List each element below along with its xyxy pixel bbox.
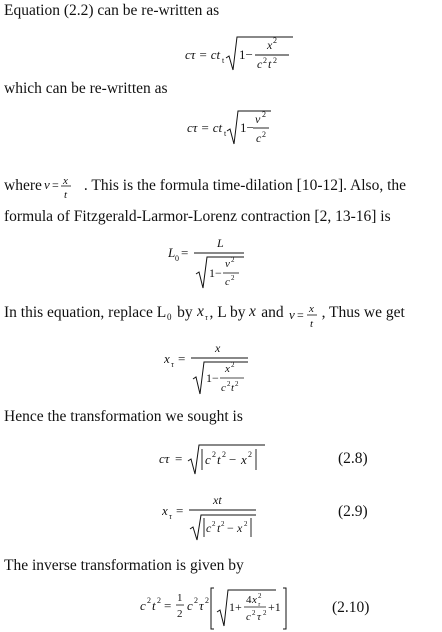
svg-text:=: = bbox=[296, 308, 304, 322]
svg-text:1: 1 bbox=[177, 592, 183, 604]
equation-number-2-10: (2.10) bbox=[332, 599, 370, 616]
paragraph-6: Hence the transformation we sought is bbox=[4, 408, 243, 425]
equation-ctau-x bbox=[185, 34, 295, 74]
svg-text:x: x bbox=[196, 303, 204, 320]
svg-text:−: − bbox=[227, 521, 234, 535]
svg-text:2: 2 bbox=[231, 256, 235, 264]
equation-ctau-v bbox=[187, 108, 272, 148]
paragraph-4: formula of Fitzgerald-Larmor-Lorenz contraction [2, 13-16] is bbox=[4, 208, 391, 225]
inline-x-tau bbox=[197, 303, 210, 321]
svg-text:2: 2 bbox=[231, 274, 235, 282]
svg-text:c: c bbox=[221, 382, 226, 394]
svg-text:2: 2 bbox=[263, 609, 267, 617]
svg-text:=: = bbox=[164, 598, 172, 613]
svg-text:x: x bbox=[164, 351, 170, 366]
svg-text:v: v bbox=[255, 112, 261, 126]
svg-text:τ: τ bbox=[258, 602, 261, 608]
svg-text:x: x bbox=[267, 38, 273, 52]
svg-text:x: x bbox=[215, 341, 221, 355]
svg-text:t: t bbox=[152, 598, 156, 613]
svg-text:x: x bbox=[249, 303, 257, 320]
paragraph-2: which can be re-written as bbox=[4, 80, 168, 97]
svg-text:x: x bbox=[225, 363, 230, 375]
svg-text:x: x bbox=[308, 303, 314, 315]
svg-text:1+: 1+ bbox=[229, 600, 242, 614]
svg-text:cτ = ct: cτ = ct bbox=[185, 47, 221, 62]
svg-text:v: v bbox=[43, 177, 50, 192]
equation-2-8 bbox=[159, 442, 269, 476]
svg-text:2: 2 bbox=[248, 450, 252, 459]
svg-text:x: x bbox=[252, 594, 257, 606]
svg-text:0: 0 bbox=[175, 254, 179, 263]
svg-text:τ: τ bbox=[199, 598, 204, 613]
svg-text:2: 2 bbox=[231, 361, 235, 369]
inline-v-equals-x-over-t bbox=[42, 172, 84, 202]
svg-text:c: c bbox=[256, 131, 262, 145]
svg-text:L: L bbox=[217, 236, 224, 250]
svg-text:1−: 1− bbox=[240, 120, 254, 135]
svg-text:τ: τ bbox=[169, 512, 172, 521]
svg-text:2: 2 bbox=[273, 56, 277, 65]
svg-text:cτ = ct: cτ = ct bbox=[187, 120, 223, 135]
svg-text:c: c bbox=[187, 598, 193, 613]
svg-text:t: t bbox=[268, 57, 272, 71]
svg-text:0: 0 bbox=[167, 312, 172, 321]
svg-text:c: c bbox=[225, 276, 230, 288]
paragraph-5-part-3: , L by bbox=[209, 304, 250, 321]
equation-2-10 bbox=[140, 586, 295, 632]
paragraph-5-part-1: In this equation, replace L bbox=[4, 304, 167, 321]
svg-text:2: 2 bbox=[205, 596, 209, 605]
svg-text:−: − bbox=[229, 452, 237, 467]
svg-text:1−: 1− bbox=[239, 47, 253, 62]
svg-text:=: = bbox=[175, 451, 183, 466]
equation-number-2-9: (2.9) bbox=[338, 503, 368, 520]
svg-text:4: 4 bbox=[246, 594, 252, 606]
svg-text:2: 2 bbox=[262, 110, 266, 119]
svg-text:2: 2 bbox=[221, 520, 225, 528]
svg-text:t: t bbox=[231, 382, 235, 394]
svg-text:2: 2 bbox=[227, 380, 231, 388]
svg-text:t: t bbox=[63, 189, 67, 201]
svg-text:x: x bbox=[162, 503, 168, 518]
svg-text:2: 2 bbox=[263, 56, 267, 65]
svg-text:2: 2 bbox=[212, 520, 216, 528]
svg-text:2: 2 bbox=[212, 450, 216, 459]
svg-text:2: 2 bbox=[244, 520, 248, 528]
svg-text:=: = bbox=[178, 351, 186, 366]
svg-text:c: c bbox=[205, 452, 211, 467]
svg-text:1−: 1− bbox=[206, 371, 219, 385]
svg-text:t: t bbox=[217, 452, 221, 467]
paragraph-7: The inverse transformation is given by bbox=[4, 557, 244, 574]
svg-text:2: 2 bbox=[262, 130, 266, 139]
paragraph-5-part-2: by bbox=[173, 304, 197, 321]
svg-text:2: 2 bbox=[222, 450, 226, 459]
svg-text:2: 2 bbox=[157, 596, 161, 605]
svg-text:τ: τ bbox=[171, 360, 174, 369]
svg-text:xt: xt bbox=[213, 493, 222, 507]
paragraph-3 bbox=[4, 172, 406, 202]
svg-text:v: v bbox=[225, 258, 230, 270]
svg-text:=: = bbox=[176, 503, 184, 518]
paragraph-5 bbox=[4, 300, 405, 330]
paragraph-3-start: where bbox=[4, 177, 42, 194]
svg-text:x: x bbox=[237, 521, 243, 535]
equation-length-contraction bbox=[168, 233, 248, 291]
svg-text:c: c bbox=[246, 611, 251, 623]
svg-text:2: 2 bbox=[258, 592, 262, 600]
svg-text:2: 2 bbox=[252, 609, 256, 617]
svg-text:2: 2 bbox=[147, 596, 151, 605]
svg-text:c: c bbox=[206, 521, 212, 535]
svg-text:t: t bbox=[224, 129, 227, 138]
inline-v-equals-x-over-t-2 bbox=[288, 300, 322, 330]
svg-text:c: c bbox=[140, 598, 146, 613]
paragraph-1: Equation (2.2) can be re-written as bbox=[4, 2, 220, 19]
paragraph-5-part-4: and bbox=[257, 304, 288, 321]
svg-text:c: c bbox=[257, 57, 263, 71]
svg-text:2: 2 bbox=[235, 380, 239, 388]
paragraph-5-part-5: , Thus we get bbox=[321, 304, 405, 321]
svg-text:t: t bbox=[309, 318, 313, 330]
svg-text:τ: τ bbox=[204, 313, 208, 321]
svg-text:2: 2 bbox=[177, 608, 183, 620]
equation-number-2-8: (2.8) bbox=[338, 450, 368, 467]
svg-text:L: L bbox=[168, 245, 176, 260]
svg-text:x: x bbox=[241, 452, 247, 467]
svg-text:t: t bbox=[217, 521, 221, 535]
svg-text:t: t bbox=[222, 56, 225, 65]
svg-text:cτ: cτ bbox=[159, 451, 170, 466]
svg-text:v: v bbox=[288, 307, 295, 322]
svg-text:τ: τ bbox=[257, 611, 261, 623]
svg-text:1−: 1− bbox=[209, 266, 222, 280]
svg-text:2: 2 bbox=[194, 596, 198, 605]
paragraph-3-end: . This is the formula time-dilation [10-12]. Also, the bbox=[83, 177, 407, 194]
svg-text:=: = bbox=[181, 245, 189, 260]
svg-text:=: = bbox=[51, 178, 59, 192]
svg-text:+1: +1 bbox=[268, 600, 281, 614]
equation-2-9 bbox=[162, 490, 262, 542]
svg-text:x: x bbox=[62, 175, 68, 187]
svg-text:2: 2 bbox=[273, 36, 277, 45]
equation-x-tau bbox=[164, 338, 254, 398]
